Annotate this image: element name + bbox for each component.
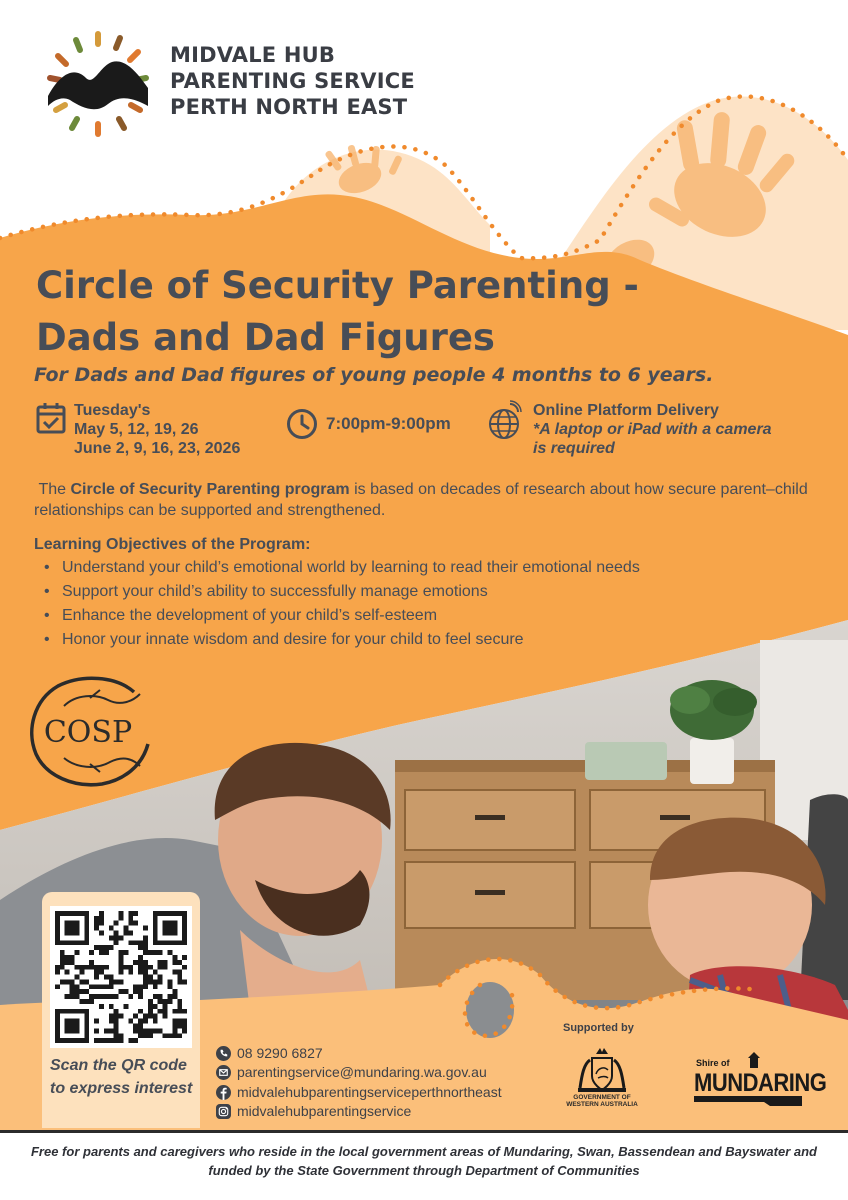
- objective-item: • Enhance the development of your child’s self-esteem: [44, 604, 644, 628]
- email-address: parentingservice@mundaring.wa.gov.au: [237, 1064, 487, 1080]
- program-description: [34, 479, 814, 521]
- cosp-logo: [24, 672, 152, 790]
- session-day: Tuesday's: [74, 402, 151, 419]
- session-dates-may: May 5, 12, 19, 26: [74, 421, 199, 438]
- gov-line-1: GOVERNMENT OF: [573, 1094, 631, 1101]
- gov-line-2: WESTERN AUSTRALIA: [566, 1101, 638, 1108]
- midvale-hub-logo: [40, 26, 156, 142]
- session-time: 7:00pm-9:00pm: [326, 414, 451, 433]
- description-prefix: The: [38, 481, 71, 498]
- page-title: [36, 260, 639, 364]
- mundaring-label: MUNDARING: [694, 1068, 827, 1097]
- facebook-handle: midvalehubparentingserviceperthnortheast: [237, 1084, 502, 1100]
- supported-by-label: Supported by: [563, 1022, 634, 1034]
- eligibility-note: Free for parents and caregivers who reside in the local government areas of Mundaring, Swan, Bassendean and Bayswater and funded by the State Government through Department of Communities: [30, 1144, 817, 1178]
- organisation-name: [170, 42, 415, 120]
- session-dates: [74, 401, 240, 458]
- wa-government-crest: [574, 1044, 630, 1096]
- org-line-2: PARENTING SERVICE: [170, 69, 415, 93]
- qr-code[interactable]: [50, 906, 192, 1048]
- session-dates-june: June 2, 9, 16, 23, 2026: [74, 440, 241, 457]
- phone-contact[interactable]: [216, 1044, 323, 1062]
- objectives-heading: Learning Objectives of the Program:: [34, 536, 311, 553]
- device-requirement-1: *A laptop or iPad with a camera: [533, 421, 772, 438]
- online-globe-icon: [488, 400, 522, 440]
- phone-number: 08 9290 6827: [237, 1045, 323, 1061]
- objective-item: • Honor your innate wisdom and desire for your child to feel secure: [44, 628, 644, 652]
- objective-item: • Support your child’s ability to successfully manage emotions: [44, 580, 644, 604]
- objective-item: • Understand your child’s emotional world by learning to read their emotional needs: [44, 556, 644, 580]
- cosp-logo-text: COSP: [43, 715, 133, 750]
- org-line-3: PERTH NORTH EAST: [170, 95, 408, 119]
- device-requirement-2: is required: [533, 440, 615, 457]
- delivery-info: [533, 401, 772, 458]
- delivery-method: Online Platform Delivery: [533, 402, 719, 419]
- shire-of-label: Shire of: [696, 1058, 730, 1068]
- calendar-check-icon: [36, 402, 66, 434]
- clock-icon: [286, 408, 318, 440]
- page-subtitle: For Dads and Dad figures of young people 4 months to 6 years.: [34, 364, 714, 386]
- instagram-icon: [216, 1104, 231, 1119]
- wa-government-label: [560, 1094, 644, 1108]
- instagram-contact[interactable]: [216, 1102, 411, 1120]
- footer: [0, 1130, 848, 1200]
- title-line-1: Circle of Security Parenting -: [36, 264, 639, 307]
- phone-icon: [216, 1046, 231, 1061]
- title-line-2: Dads and Dad Figures: [36, 316, 495, 359]
- email-contact[interactable]: [216, 1063, 487, 1081]
- objectives-list: [44, 556, 644, 652]
- description-suffix: is based on decades of research about how secure parent–child relationships can be supported and strengthened.: [34, 481, 808, 519]
- program-name: Circle of Security Parenting program: [70, 481, 350, 498]
- email-icon: [216, 1065, 231, 1080]
- facebook-contact[interactable]: [216, 1083, 502, 1101]
- qr-caption: Scan the QR code to express interest: [50, 1057, 193, 1097]
- instagram-handle: midvalehubparentingservice: [237, 1103, 412, 1119]
- qr-card: [42, 892, 200, 1128]
- facebook-icon: [216, 1085, 231, 1100]
- org-line-1: MIDVALE HUB: [170, 43, 336, 67]
